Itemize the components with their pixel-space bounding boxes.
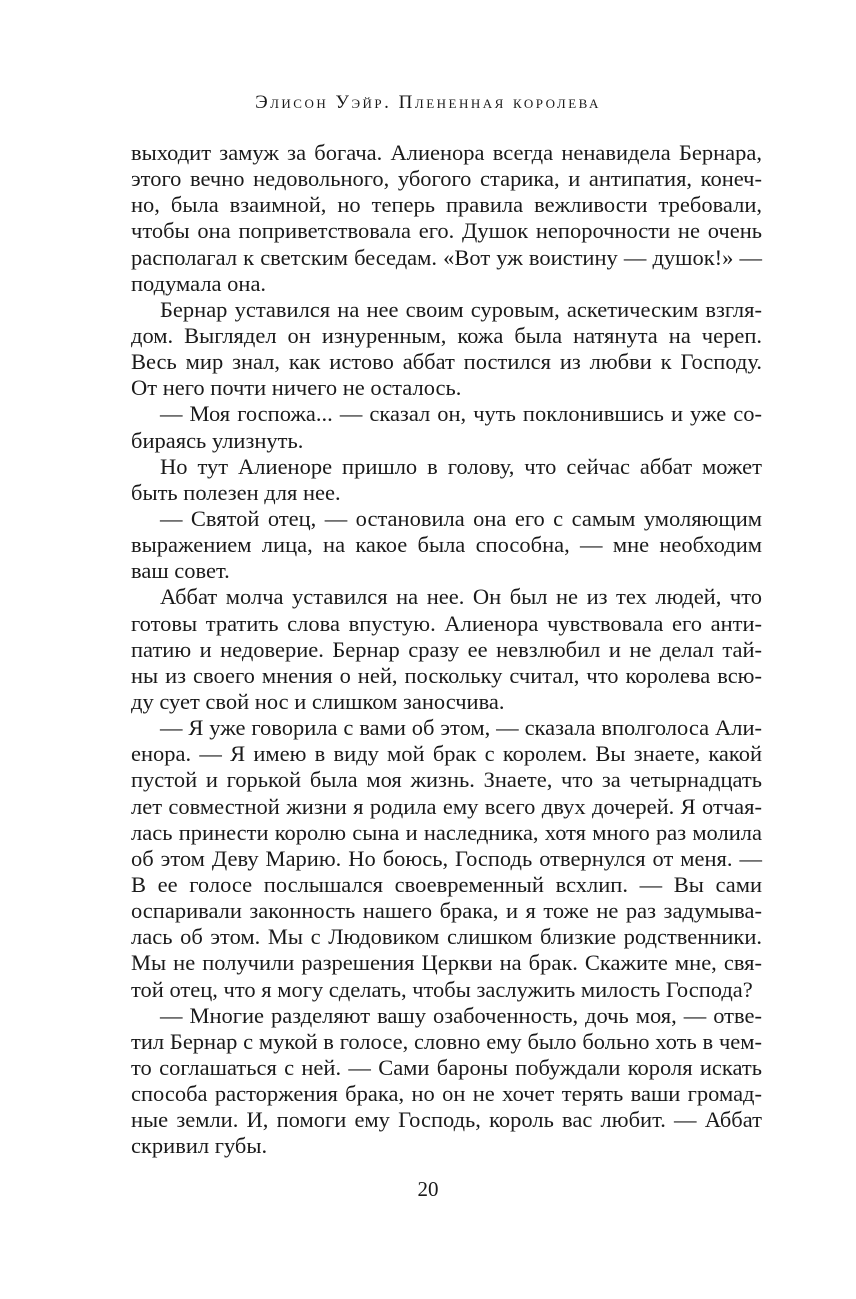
text-line: От него почти ничего не осталось.	[131, 375, 462, 401]
text-line: бираясь улизнуть.	[131, 427, 304, 453]
body-text	[131, 140, 762, 1159]
text-line: чтобы она поприветствовала его. Душок непорочности не очень	[131, 218, 762, 244]
text-line: оспаривали законность нашего брака, и я тоже не раз задумыва-	[131, 898, 762, 924]
text-line: той отец, что я могу сделать, чтобы заслужить милость Господа?	[131, 976, 753, 1002]
text-line: Аббат молча уставился на нее. Он был не из тех людей, что	[160, 584, 762, 610]
text-line: — Моя госпожа... — сказал он, чуть поклонившись и уже со-	[160, 401, 762, 427]
text-line: В ее голосе послышался своевременный всхлип. — Вы сами	[131, 871, 762, 897]
text-line: быть полезен для нее.	[131, 479, 341, 505]
text-line: то соглашаться с ней. — Сами бароны побуждали короля искать	[131, 1054, 762, 1080]
text-line: Весь мир знал, как истово аббат постился из любви к Господу.	[131, 349, 762, 375]
text-line: ваш совет.	[131, 558, 230, 584]
text-line: Бернар уставился на нее своим суровым, аскетическим взгля-	[160, 296, 762, 322]
text-line: енора. — Я имею в виду мой брак с королем. Вы знаете, какой	[131, 741, 762, 767]
text-line: ду сует свой нос и слишком заносчива.	[131, 688, 505, 714]
page-number: 20	[417, 1177, 439, 1201]
text-line: способа расторжения брака, но он не хочет терять ваши громад-	[131, 1081, 762, 1107]
text-line: ные земли. И, помоги ему Господь, король вас любит. — Аббат	[131, 1107, 762, 1133]
text-line: об этом Деву Марию. Но боюсь, Господь отвернулся от меня. —	[131, 845, 762, 871]
text-line: но, была взаимной, но теперь правила вежливости требовали,	[131, 192, 762, 218]
text-line: лет совместной жизни я родила ему всего двух дочерей. Я отчая-	[131, 793, 762, 819]
text-line: выходит замуж за богача. Алиенора всегда ненавидела Бернара,	[131, 140, 762, 165]
text-line: выражением лица, на какое была способна, — мне необходим	[131, 532, 762, 558]
text-line: патию и недоверие. Бернар сразу ее невзлюбил и не делал тай-	[131, 636, 762, 662]
text-line: располагал к светским беседам. «Вот уж воистину — душок!» —	[131, 244, 762, 270]
text-line: ны из своего мнения о ней, поскольку считал, что королева всю-	[131, 662, 762, 688]
text-line: — Многие разделяют вашу озабоченность, дочь моя, — отве-	[160, 1002, 762, 1028]
text-line: Мы не получили разрешения Церкви на брак. Скажите мне, свя-	[131, 950, 762, 976]
running-head: Элисон Уэйр. Плененная королева	[255, 92, 601, 113]
text-line: пустой и горькой была моя жизнь. Знаете, что за четырнадцать	[131, 767, 762, 793]
text-line: лась принести королю сына и наследника, хотя много раз молила	[131, 819, 762, 845]
text-line: дом. Выглядел он изнуренным, кожа была натянута на череп.	[131, 322, 762, 348]
text-line: скривил губы.	[131, 1133, 268, 1159]
text-line: — Святой отец, — остановила она его с самым умоляющим	[160, 505, 762, 531]
text-line: готовы тратить слова впустую. Алиенора чувствовала его анти-	[131, 610, 762, 636]
text-line: этого вечно недовольного, убогого старика, и антипатия, конеч-	[131, 166, 762, 192]
text-line: лась об этом. Мы с Людовиком слишком близкие родственники.	[131, 924, 762, 950]
text-line: подумала она.	[131, 270, 267, 296]
text-line: Но тут Алиеноре пришло в голову, что сейчас аббат может	[160, 453, 762, 479]
text-line: тил Бернар с мукой в голосе, словно ему было больно хоть в чем-	[131, 1028, 762, 1054]
text-line: — Я уже говорила с вами об этом, — сказала вполголоса Али-	[160, 715, 762, 741]
